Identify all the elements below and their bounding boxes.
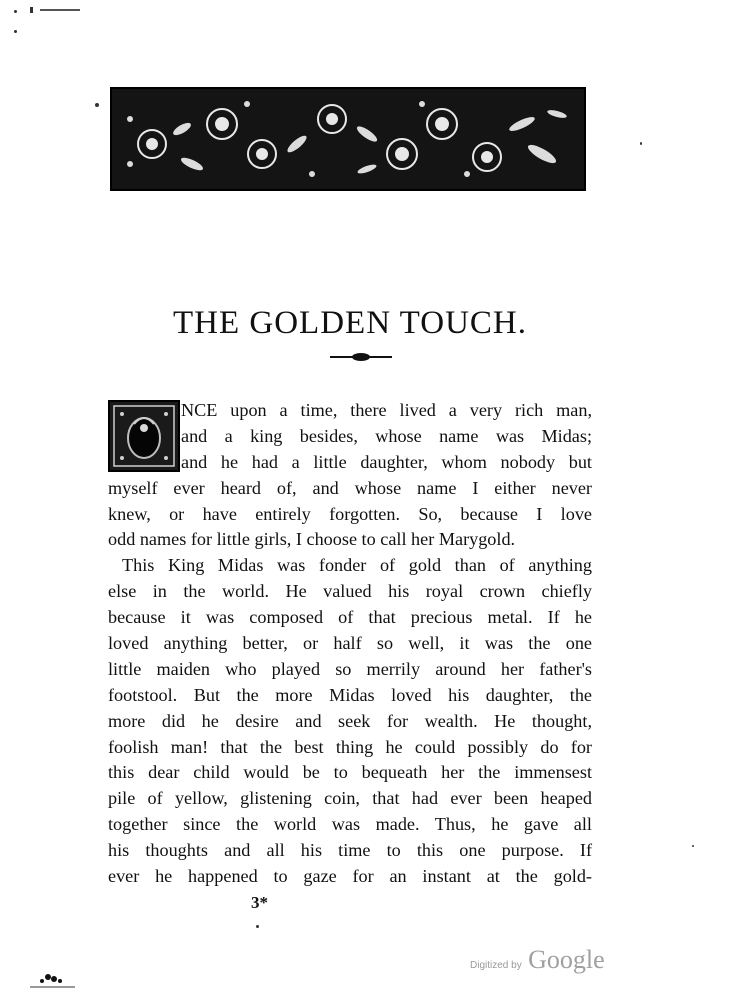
corner-scan-mark (30, 0, 80, 8)
scan-speck (95, 103, 99, 107)
text-line: this dear child would be to bequeath her the immensest (108, 762, 592, 783)
text-line: else in the world. He valued his royal crown chiefly (108, 581, 592, 602)
digitized-watermark (470, 945, 605, 975)
scan-speck (14, 30, 17, 33)
body-text (108, 398, 592, 890)
digitized-prefix: Digitized by (470, 960, 522, 971)
floral-header-ornament (110, 87, 586, 191)
floral-pattern-icon (112, 89, 584, 189)
text-line: together since the world was made. Thus, he gave all (108, 814, 592, 835)
text-line: little maiden who played so merrily around her father's (108, 658, 592, 679)
text-line: This King Midas was fonder of gold than of anything (122, 555, 592, 576)
text-line: odd names for little girls, I choose to call her Marygold. (108, 529, 516, 550)
page-number: 3* (251, 893, 268, 912)
text-line: loved anything better, or half so well, it was the one (108, 633, 592, 654)
text-line: NCE upon a time, there lived a very rich man, (181, 400, 592, 420)
text-line: ever he happened to gaze for an instant at the gold- (108, 866, 592, 887)
title-divider-ornament (330, 349, 392, 363)
text-line: because it was composed of that precious metal. If he (108, 607, 592, 628)
footer-scan-mark (30, 967, 75, 989)
scan-speck (692, 845, 694, 847)
text-line: and a king besides, whose name was Midas; (181, 425, 592, 446)
google-brand: Google (528, 945, 605, 974)
scan-speck (256, 925, 259, 928)
text-line: knew, or have entirely forgotten. So, because I love (108, 503, 592, 524)
text-line: footstool. But the more Midas loved his daughter, the (108, 684, 592, 705)
text-line: his thoughts and all his time to this one purpose. If (108, 840, 592, 861)
text-line: and he had a little daughter, whom nobody but (181, 451, 592, 472)
text-line: foolish man! that the best thing he could possibly do for (108, 736, 592, 757)
chapter-title: THE GOLDEN TOUCH. (172, 305, 527, 342)
scan-speck (640, 142, 642, 145)
scan-speck (14, 10, 17, 13)
text-line: more did he desire and seek for wealth. He thought, (108, 710, 592, 731)
text-line: myself ever heard of, and whose name I either never (108, 477, 592, 498)
text-line: pile of yellow, glistening coin, that had ever been heaped (108, 788, 592, 809)
